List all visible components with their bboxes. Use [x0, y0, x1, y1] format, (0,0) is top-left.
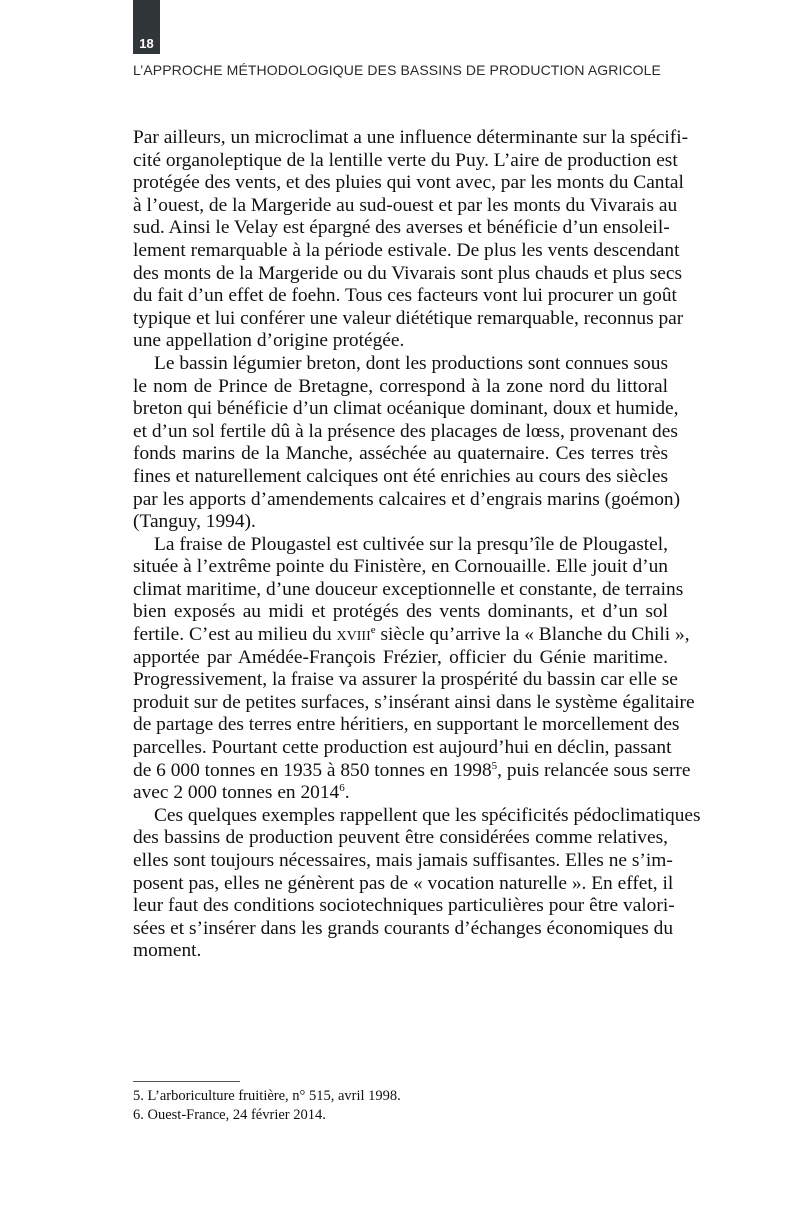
- text-line: moment.: [133, 940, 202, 962]
- paragraph-4: [133, 804, 701, 963]
- text-segment: siècle qu’arrive la « Blanche du Chili »,: [375, 624, 690, 646]
- text-line: le nom de Prince de Bretagne, correspond à la zone nord du littoral: [133, 375, 668, 397]
- text-line: par les apports d’amendements calcaires et d’engrais marins (goémon): [133, 488, 681, 510]
- text-line: Le bassin légumier breton, dont les productions sont connues sous: [154, 352, 668, 374]
- text-line: une appellation d’origine protégée.: [133, 330, 405, 352]
- text-line: des monts de la Margeride ou du Vivarais sont plus chauds et plus secs: [133, 262, 683, 284]
- footnote-divider: [133, 1081, 240, 1082]
- footnote-ref-5[interactable]: 5: [491, 759, 498, 772]
- text-segment: de 6 000 tonnes en 1935 à 850 tonnes en 1998: [133, 759, 492, 781]
- text-line: [133, 624, 690, 647]
- text-line: fines et naturellement calciques ont été enrichies au cours des siècles: [133, 465, 668, 487]
- text-line: [133, 759, 691, 783]
- footnote-ref-6[interactable]: 6: [339, 782, 345, 795]
- text-line: située à l’extrême pointe du Finistère, en Cornouaille. Elle jouit d’un: [133, 556, 668, 578]
- text-line: Par ailleurs, un microclimat a une influence déterminante sur la spécifi-: [133, 127, 689, 148]
- century-numeral: xviii: [336, 624, 371, 646]
- body-text: [133, 127, 701, 963]
- text-segment: avec 2 000 tonnes en 2014: [133, 782, 340, 804]
- page-number-tab: [133, 0, 160, 54]
- text-line: lement remarquable à la période estivale. De plus les vents descendant: [133, 239, 680, 261]
- text-line: elles sont toujours nécessaires, mais jamais suffisantes. Elles ne s’im-: [133, 850, 673, 871]
- footnotes: [133, 1087, 401, 1125]
- text-line: typique et lui conférer une valeur diététique remarquable, reconnus par: [133, 307, 684, 329]
- century-superscript: e: [370, 624, 376, 637]
- text-line: sées et s’insérer dans les grands courants d’échanges économiques du: [133, 917, 674, 939]
- text-line: climat maritime, d’une douceur exceptionnelle et constante, de terrains: [133, 578, 684, 600]
- text-segment: .: [344, 782, 350, 804]
- text-segment: , puis relancée sous serre: [497, 759, 691, 781]
- text-line: leur faut des conditions sociotechniques particulières pour être valori-: [133, 895, 675, 917]
- footnote-5: 5. L’arboriculture fruitière, n° 515, avril 1998.: [133, 1088, 401, 1104]
- text-line: fonds marins de la Manche, asséchée au quaternaire. Ces terres très: [133, 443, 668, 465]
- paragraph-2: [133, 352, 681, 534]
- text-line: protégée des vents, et des pluies qui vont avec, par les monts du Cantal: [133, 172, 684, 194]
- text-line: du fait d’un effet de foehn. Tous ces facteurs vont lui procurer un goût: [133, 285, 677, 307]
- text-line: breton qui bénéficie d’un climat océanique dominant, doux et humide,: [133, 398, 679, 420]
- running-title: L’APPROCHE MÉTHODOLOGIQUE DES BASSINS DE PRODUCTION AGRICOLE: [133, 62, 661, 78]
- text-line: Progressivement, la fraise va assurer la prospérité du bassin car elle se: [133, 669, 678, 691]
- text-line: Ces quelques exemples rappellent que les spécificités pédoclimatiques: [154, 804, 701, 826]
- text-line: posent pas, elles ne génèrent pas de « vocation naturelle ». En effet, il: [133, 872, 674, 894]
- text-line: et d’un sol fertile dû à la présence des placages de lœss, provenant des: [133, 420, 678, 442]
- text-line: sud. Ainsi le Velay est épargné des averses et bénéficie d’un ensoleil-: [133, 217, 670, 239]
- text-line: produit sur de petites surfaces, s’insérant ainsi dans le système égalitaire: [133, 691, 695, 713]
- text-line: bien exposés au midi et protégés des vents dominants, et d’un sol: [133, 601, 668, 623]
- text-line: (Tanguy, 1994).: [133, 511, 256, 533]
- text-segment: fertile. C’est au milieu du: [133, 624, 337, 646]
- text-line: La fraise de Plougastel est cultivée sur la presqu’île de Plougastel,: [154, 533, 668, 555]
- text-line: apportée par Amédée-François Frézier, officier du Génie maritime.: [133, 646, 668, 668]
- paragraph-3: [133, 533, 695, 805]
- text-line: cité organoleptique de la lentille verte du Puy. L’aire de production est: [133, 149, 678, 171]
- text-line: parcelles. Pourtant cette production est aujourd’hui en déclin, passant: [133, 737, 672, 759]
- text-line: des bassins de production peuvent être considérées comme relatives,: [133, 827, 668, 849]
- page-number: 18: [139, 36, 154, 51]
- footnote-6: 6. Ouest-France, 24 février 2014.: [133, 1107, 326, 1123]
- paragraph-1: [133, 127, 689, 353]
- text-line: à l’ouest, de la Margeride au sud-ouest et par les monts du Vivarais au: [133, 194, 678, 216]
- text-line: [133, 782, 668, 805]
- text-line: de partage des terres entre héritiers, en supportant le morcellement des: [133, 714, 680, 736]
